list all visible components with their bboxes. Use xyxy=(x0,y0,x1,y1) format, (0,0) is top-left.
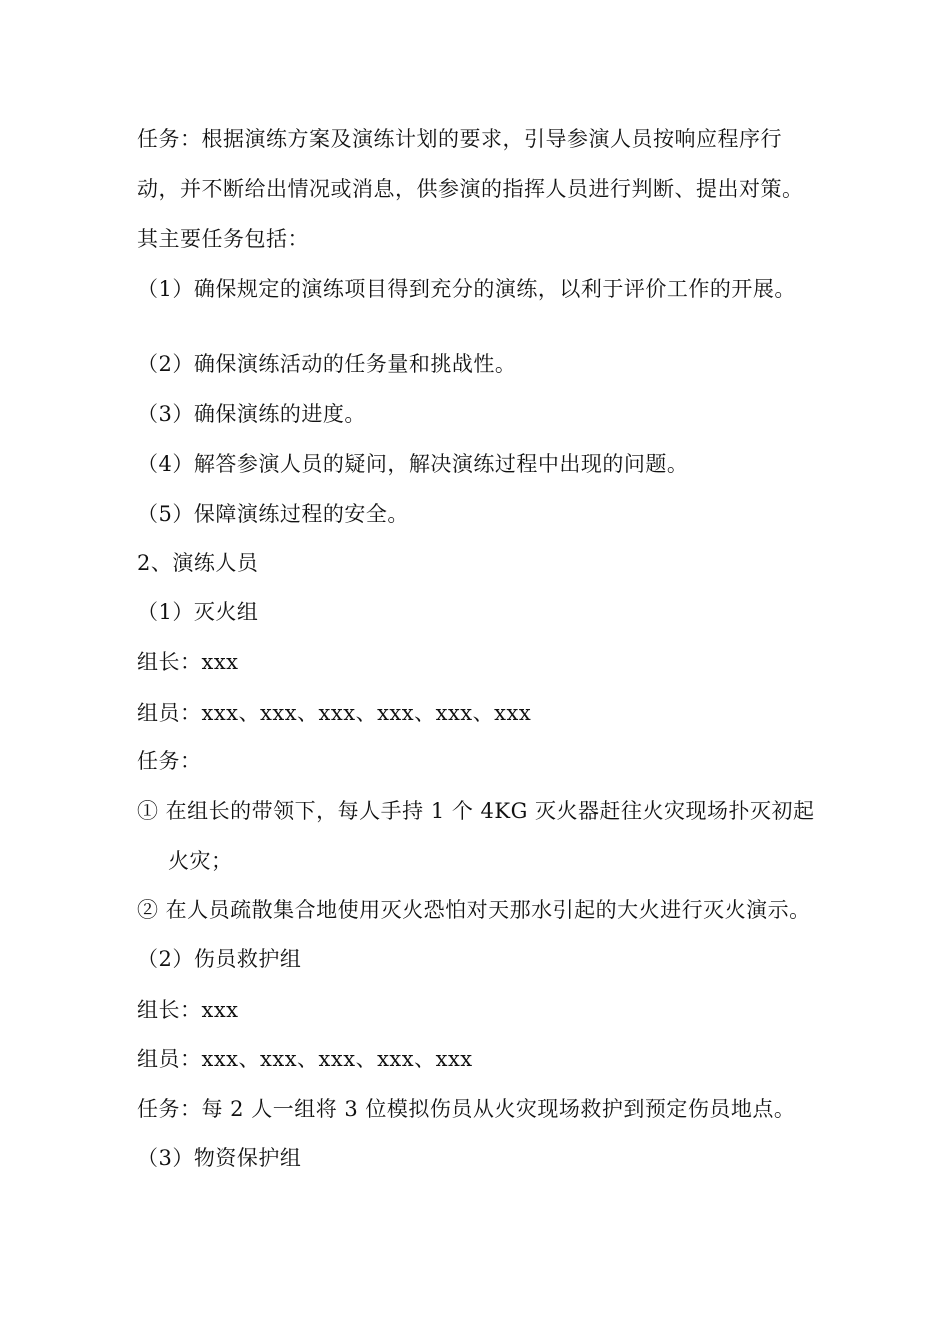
list-item: （2）确保演练活动的任务量和挑战性。 xyxy=(137,352,517,376)
group-members: 组员：xxx、xxx、xxx、xxx、xxx、xxx xyxy=(137,701,532,725)
task-item: ① 在组长的带领下，每人手持 1 个 4KG 灭火器赶往火灾现场扑灭初起 xyxy=(137,799,815,823)
task-item: ② 在人员疏散集合地使用灭火恐怕对天那水引起的大火进行灭火演示。 xyxy=(137,898,811,922)
paragraph-line: 任务：根据演练方案及演练计划的要求，引导参演人员按响应程序行 xyxy=(137,127,782,151)
group-heading: （1）灭火组 xyxy=(137,600,259,624)
section-heading: 2、演练人员 xyxy=(137,551,259,575)
task-item-continued: 火灾； xyxy=(168,849,233,873)
list-item: （5）保障演练过程的安全。 xyxy=(137,502,409,526)
paragraph-line: 动，并不断给出情况或消息，供参演的指挥人员进行判断、提出对策。 xyxy=(137,177,804,201)
group-leader: 组长：xxx xyxy=(137,650,239,674)
list-item: （4）解答参演人员的疑问，解决演练过程中出现的问题。 xyxy=(137,452,689,476)
group-members: 组员：xxx、xxx、xxx、xxx、xxx xyxy=(137,1047,473,1071)
group-task: 任务：每 2 人一组将 3 位模拟伤员从火灾现场救护到预定伤员地点。 xyxy=(137,1097,796,1121)
group-leader: 组长：xxx xyxy=(137,998,239,1022)
task-label: 任务： xyxy=(137,749,202,773)
list-item: （3）确保演练的进度。 xyxy=(137,402,366,426)
list-item: （1）确保规定的演练项目得到充分的演练，以利于评价工作的开展。 xyxy=(137,277,796,301)
group-heading: （2）伤员救护组 xyxy=(137,947,302,971)
group-heading: （3）物资保护组 xyxy=(137,1146,302,1170)
paragraph-line: 其主要任务包括： xyxy=(137,227,309,251)
